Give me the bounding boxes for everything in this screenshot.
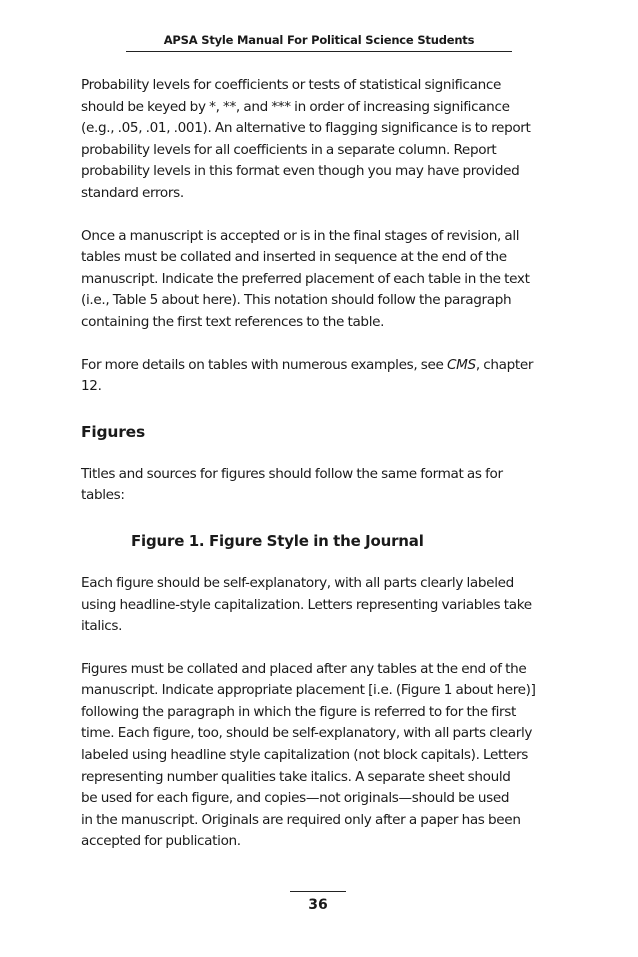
text-line: Titles and sources for figures should follow the same format as for — [81, 465, 503, 482]
text-line — [81, 355, 561, 377]
text-line: probability levels in this format even though you may have provided — [81, 163, 520, 180]
text-line: manuscript. Indicate appropriate placement [i.e. (Figure 1 about here)] — [81, 682, 536, 699]
text-line: should be keyed by *, **, and *** in order of increasing significance — [81, 98, 510, 115]
text-line: 12. — [81, 378, 102, 395]
text-line: tables: — [81, 487, 125, 504]
paragraph-significance — [81, 75, 561, 205]
cms-italic: CMS — [447, 356, 476, 373]
text-line: probability levels for all coefficients in a separate column. Report — [81, 141, 497, 158]
page-body — [81, 75, 561, 874]
text-line: standard errors. — [81, 184, 184, 201]
text-line: (i.e., Table 5 about here). This notation should follow the paragraph — [81, 292, 512, 309]
paragraph-figures-intro — [81, 464, 561, 507]
text-line: time. Each figure, too, should be self-explanatory, with all parts clearly — [81, 725, 533, 742]
text-line: be used for each figure, and copies—not originals—should be used — [81, 790, 510, 807]
text-line: following the paragraph in which the figure is referred to for the first — [81, 703, 517, 720]
text-line: (e.g., .05, .01, .001). An alternative to flagging significance is to report — [81, 120, 531, 137]
text-line: using headline-style capitalization. Letters representing variables take — [81, 596, 532, 613]
text-line: italics. — [81, 618, 123, 635]
text-line: containing the first text references to the table. — [81, 313, 385, 330]
cms-text-after: , chapter — [475, 356, 534, 373]
paragraph-figure-placement — [81, 659, 561, 853]
text-line: manuscript. Indicate the preferred placement of each table in the text — [81, 270, 530, 287]
paragraph-cms-reference — [81, 355, 561, 398]
cms-text-before: For more details on tables with numerous examples, see — [81, 356, 448, 373]
text-line: Probability levels for coefficients or tests of statistical significance — [81, 77, 501, 93]
section-heading-figures: Figures — [81, 422, 146, 441]
text-line: Once a manuscript is accepted or is in the final stages of revision, all — [81, 227, 520, 244]
page-number: 36 — [308, 897, 328, 913]
text-line: labeled using headline style capitalization (not block capitals). Letters — [81, 747, 528, 764]
text-line: accepted for publication. — [81, 833, 241, 850]
running-header: APSA Style Manual For Political Science Students — [163, 33, 475, 47]
paragraph-table-placement — [81, 226, 561, 334]
text-line: tables must be collated and inserted in sequence at the end of the — [81, 249, 507, 266]
footer-rule — [290, 891, 346, 892]
paragraph-self-explanatory — [81, 573, 561, 638]
text-line: Each figure should be self-explanatory, with all parts clearly labeled — [81, 574, 514, 591]
text-line: Figures must be collated and placed after any tables at the end of the — [81, 660, 527, 677]
text-line: representing number qualities take italics. A separate sheet should — [81, 768, 511, 785]
text-line: in the manuscript. Originals are required only after a paper has been — [81, 811, 521, 828]
figure-caption-example: Figure 1. Figure Style in the Journal — [131, 531, 424, 550]
header-rule — [126, 51, 512, 52]
